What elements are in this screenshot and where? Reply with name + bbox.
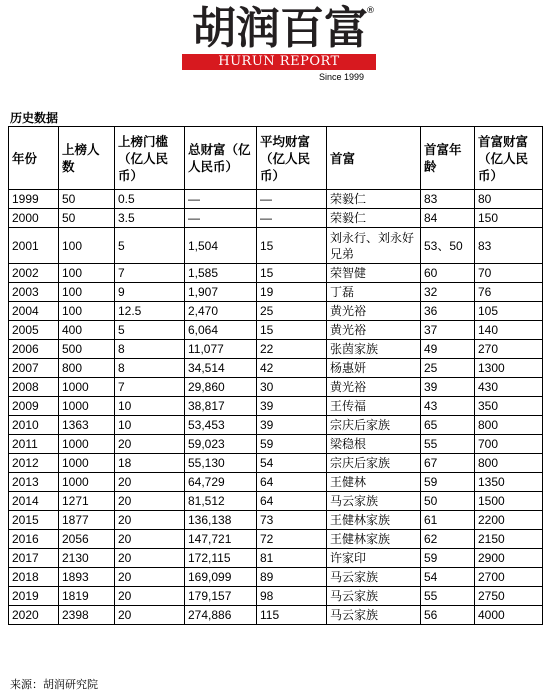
table-cell: 274,886 xyxy=(185,606,257,625)
table-cell: 20 xyxy=(115,435,185,454)
table-cell: 37 xyxy=(421,321,475,340)
table-cell: 马云家族 xyxy=(327,568,421,587)
table-cell: 梁稳根 xyxy=(327,435,421,454)
table-cell: 0.5 xyxy=(115,190,185,209)
table-row xyxy=(9,511,543,530)
table-cell: 83 xyxy=(421,190,475,209)
table-cell: 84 xyxy=(421,209,475,228)
table-cell: 65 xyxy=(421,416,475,435)
table-cell: 25 xyxy=(257,302,327,321)
table-cell: 50 xyxy=(59,209,115,228)
table-cell: 64 xyxy=(257,492,327,511)
table-cell: 105 xyxy=(475,302,543,321)
table-cell: 2009 xyxy=(9,397,59,416)
table-cell: 73 xyxy=(257,511,327,530)
table-cell: 1000 xyxy=(59,397,115,416)
table-cell: 25 xyxy=(421,359,475,378)
table-cell: 100 xyxy=(59,302,115,321)
table-cell: 60 xyxy=(421,264,475,283)
table-body xyxy=(9,190,543,625)
table-cell: 荣毅仁 xyxy=(327,209,421,228)
table-row xyxy=(9,264,543,283)
table-cell: 55,130 xyxy=(185,454,257,473)
table-row xyxy=(9,435,543,454)
table-cell: 2006 xyxy=(9,340,59,359)
table-cell: 1500 xyxy=(475,492,543,511)
table-cell: 4000 xyxy=(475,606,543,625)
table-cell: 100 xyxy=(59,264,115,283)
table-cell: 39 xyxy=(257,397,327,416)
table-cell: 2398 xyxy=(59,606,115,625)
table-header-row xyxy=(9,127,543,190)
column-header: 首富 xyxy=(327,127,421,190)
table-cell: 2056 xyxy=(59,530,115,549)
table-cell: 18 xyxy=(115,454,185,473)
column-header: 首富年龄 xyxy=(421,127,475,190)
table-cell: 29,860 xyxy=(185,378,257,397)
table-cell: 2013 xyxy=(9,473,59,492)
table-cell: 马云家族 xyxy=(327,587,421,606)
table-cell: 2750 xyxy=(475,587,543,606)
table-cell: 2019 xyxy=(9,587,59,606)
table-cell: 2900 xyxy=(475,549,543,568)
table-cell: 5 xyxy=(115,228,185,264)
table-cell: 1,907 xyxy=(185,283,257,302)
table-cell: 荣毅仁 xyxy=(327,190,421,209)
table-cell: 54 xyxy=(257,454,327,473)
table-cell: 350 xyxy=(475,397,543,416)
table-cell: 张茵家族 xyxy=(327,340,421,359)
table-cell: 2020 xyxy=(9,606,59,625)
table-cell: 2700 xyxy=(475,568,543,587)
table-cell: 1,585 xyxy=(185,264,257,283)
table-cell: 15 xyxy=(257,321,327,340)
table-cell: 9 xyxy=(115,283,185,302)
table-cell: 2004 xyxy=(9,302,59,321)
table-cell: 42 xyxy=(257,359,327,378)
table-cell: 1300 xyxy=(475,359,543,378)
table-cell: 1,504 xyxy=(185,228,257,264)
column-header: 首富财富（亿人民币） xyxy=(475,127,543,190)
table-row xyxy=(9,397,543,416)
table-cell: 83 xyxy=(475,228,543,264)
table-cell: 宗庆后家族 xyxy=(327,454,421,473)
table-cell: 8 xyxy=(115,359,185,378)
table-cell: 59 xyxy=(421,549,475,568)
table-cell: 56 xyxy=(421,606,475,625)
table-cell: 20 xyxy=(115,511,185,530)
table-cell: 147,721 xyxy=(185,530,257,549)
table-cell: 许家印 xyxy=(327,549,421,568)
table-cell: 54 xyxy=(421,568,475,587)
table-cell: 2015 xyxy=(9,511,59,530)
table-cell: 2007 xyxy=(9,359,59,378)
table-cell: 2017 xyxy=(9,549,59,568)
table-cell: 马云家族 xyxy=(327,606,421,625)
table-row xyxy=(9,340,543,359)
table-cell: 150 xyxy=(475,209,543,228)
table-cell: 64,729 xyxy=(185,473,257,492)
table-row xyxy=(9,587,543,606)
table-cell: 50 xyxy=(59,190,115,209)
table-cell: 2014 xyxy=(9,492,59,511)
table-cell: 1363 xyxy=(59,416,115,435)
table-cell: 11,077 xyxy=(185,340,257,359)
table-cell: 53、50 xyxy=(421,228,475,264)
table-cell: 81 xyxy=(257,549,327,568)
table-row xyxy=(9,321,543,340)
table-cell: 30 xyxy=(257,378,327,397)
table-cell: 2010 xyxy=(9,416,59,435)
table-cell: 34,514 xyxy=(185,359,257,378)
table-cell: 20 xyxy=(115,587,185,606)
table-cell: 800 xyxy=(475,454,543,473)
table-cell: 39 xyxy=(421,378,475,397)
table-row xyxy=(9,549,543,568)
table-cell: 55 xyxy=(421,587,475,606)
table-cell: 20 xyxy=(115,568,185,587)
table-cell: 136,138 xyxy=(185,511,257,530)
table-cell: 1000 xyxy=(59,378,115,397)
table-cell: 20 xyxy=(115,473,185,492)
table-row xyxy=(9,283,543,302)
table-row xyxy=(9,378,543,397)
hurun-logo xyxy=(180,4,380,88)
table-cell: 7 xyxy=(115,378,185,397)
table-cell: 2016 xyxy=(9,530,59,549)
table-row xyxy=(9,568,543,587)
table-cell: 1000 xyxy=(59,473,115,492)
table-cell: 430 xyxy=(475,378,543,397)
table-cell: 1819 xyxy=(59,587,115,606)
table-cell: 400 xyxy=(59,321,115,340)
table-cell: 800 xyxy=(59,359,115,378)
column-header: 年份 xyxy=(9,127,59,190)
table-cell: — xyxy=(257,190,327,209)
table-cell: 1000 xyxy=(59,454,115,473)
table-cell: 55 xyxy=(421,435,475,454)
logo-band: HURUN REPORT xyxy=(182,54,376,70)
table-cell: 179,157 xyxy=(185,587,257,606)
table-cell: 2012 xyxy=(9,454,59,473)
table-cell: 80 xyxy=(475,190,543,209)
table-cell: 2011 xyxy=(9,435,59,454)
table-cell: — xyxy=(185,190,257,209)
logo-title: 胡润百富 xyxy=(192,3,368,54)
table-cell: 3.5 xyxy=(115,209,185,228)
table-row xyxy=(9,454,543,473)
table-cell: 39 xyxy=(257,416,327,435)
table-cell: 70 xyxy=(475,264,543,283)
table-cell: 700 xyxy=(475,435,543,454)
table-cell: 270 xyxy=(475,340,543,359)
table-cell: 10 xyxy=(115,416,185,435)
table-cell: 2000 xyxy=(9,209,59,228)
table-cell: 王传福 xyxy=(327,397,421,416)
table-cell: 1350 xyxy=(475,473,543,492)
table-cell: 19 xyxy=(257,283,327,302)
logo-since: Since 1999 xyxy=(318,72,364,82)
table-cell: 5 xyxy=(115,321,185,340)
table-cell: 100 xyxy=(59,283,115,302)
table-cell: 59,023 xyxy=(185,435,257,454)
table-row xyxy=(9,228,543,264)
table-row xyxy=(9,606,543,625)
table-cell: 20 xyxy=(115,606,185,625)
table-cell: 15 xyxy=(257,228,327,264)
table-cell: 67 xyxy=(421,454,475,473)
table-cell: 15 xyxy=(257,264,327,283)
table-cell: 1000 xyxy=(59,435,115,454)
table-cell: 2200 xyxy=(475,511,543,530)
table-cell: 2,470 xyxy=(185,302,257,321)
table-cell: 王健林家族 xyxy=(327,530,421,549)
column-header: 平均财富（亿人民币） xyxy=(257,127,327,190)
table-cell: 20 xyxy=(115,530,185,549)
table-cell: 2150 xyxy=(475,530,543,549)
table-cell: 1271 xyxy=(59,492,115,511)
table-cell: 115 xyxy=(257,606,327,625)
table-cell: 2002 xyxy=(9,264,59,283)
table-cell: — xyxy=(257,209,327,228)
table-cell: 49 xyxy=(421,340,475,359)
table-cell: 500 xyxy=(59,340,115,359)
table-cell: 20 xyxy=(115,492,185,511)
table-cell: 12.5 xyxy=(115,302,185,321)
table-cell: 6,064 xyxy=(185,321,257,340)
table-cell: 宗庆后家族 xyxy=(327,416,421,435)
table-cell: 36 xyxy=(421,302,475,321)
table-row xyxy=(9,359,543,378)
table-row xyxy=(9,492,543,511)
table-cell: 1893 xyxy=(59,568,115,587)
table-cell: 黄光裕 xyxy=(327,378,421,397)
table-cell: 38,817 xyxy=(185,397,257,416)
table-cell: 98 xyxy=(257,587,327,606)
table-row xyxy=(9,530,543,549)
table-cell: 1999 xyxy=(9,190,59,209)
table-cell: 32 xyxy=(421,283,475,302)
registered-mark: ® xyxy=(366,6,375,16)
table-cell: 64 xyxy=(257,473,327,492)
table-cell: 7 xyxy=(115,264,185,283)
table-cell: 2003 xyxy=(9,283,59,302)
table-cell: 王健林家族 xyxy=(327,511,421,530)
table-cell: 8 xyxy=(115,340,185,359)
table-row xyxy=(9,190,543,209)
table-cell: 刘永行、刘永好兄弟 xyxy=(327,228,421,264)
table-cell: 王健林 xyxy=(327,473,421,492)
table-cell: 黄光裕 xyxy=(327,302,421,321)
table-row xyxy=(9,473,543,492)
table-cell: 2005 xyxy=(9,321,59,340)
table-cell: 169,099 xyxy=(185,568,257,587)
table-row xyxy=(9,302,543,321)
table-cell: 马云家族 xyxy=(327,492,421,511)
table-cell: 59 xyxy=(421,473,475,492)
column-header: 总财富（亿人民币） xyxy=(185,127,257,190)
table-cell: 50 xyxy=(421,492,475,511)
table-cell: 1877 xyxy=(59,511,115,530)
table-cell: 76 xyxy=(475,283,543,302)
table-cell: 2008 xyxy=(9,378,59,397)
table-cell: 140 xyxy=(475,321,543,340)
section-title: 历史数据 xyxy=(10,111,59,125)
table-cell: 172,115 xyxy=(185,549,257,568)
column-header: 上榜人数 xyxy=(59,127,115,190)
table-cell: — xyxy=(185,209,257,228)
source-note: 来源：胡润研究院 xyxy=(10,678,98,691)
table-cell: 43 xyxy=(421,397,475,416)
table-cell: 荣智健 xyxy=(327,264,421,283)
table-cell: 黄光裕 xyxy=(327,321,421,340)
table-cell: 10 xyxy=(115,397,185,416)
table-cell: 800 xyxy=(475,416,543,435)
column-header: 上榜门槛（亿人民币） xyxy=(115,127,185,190)
table-cell: 20 xyxy=(115,549,185,568)
table-cell: 2018 xyxy=(9,568,59,587)
table-row xyxy=(9,209,543,228)
table-cell: 61 xyxy=(421,511,475,530)
table-cell: 59 xyxy=(257,435,327,454)
table-cell: 72 xyxy=(257,530,327,549)
table-cell: 丁磊 xyxy=(327,283,421,302)
table-cell: 81,512 xyxy=(185,492,257,511)
table-row xyxy=(9,416,543,435)
table-cell: 62 xyxy=(421,530,475,549)
history-table xyxy=(8,126,543,625)
table-cell: 22 xyxy=(257,340,327,359)
table-cell: 2001 xyxy=(9,228,59,264)
table-cell: 杨惠妍 xyxy=(327,359,421,378)
table-cell: 2130 xyxy=(59,549,115,568)
table-cell: 100 xyxy=(59,228,115,264)
table-cell: 89 xyxy=(257,568,327,587)
table-cell: 53,453 xyxy=(185,416,257,435)
